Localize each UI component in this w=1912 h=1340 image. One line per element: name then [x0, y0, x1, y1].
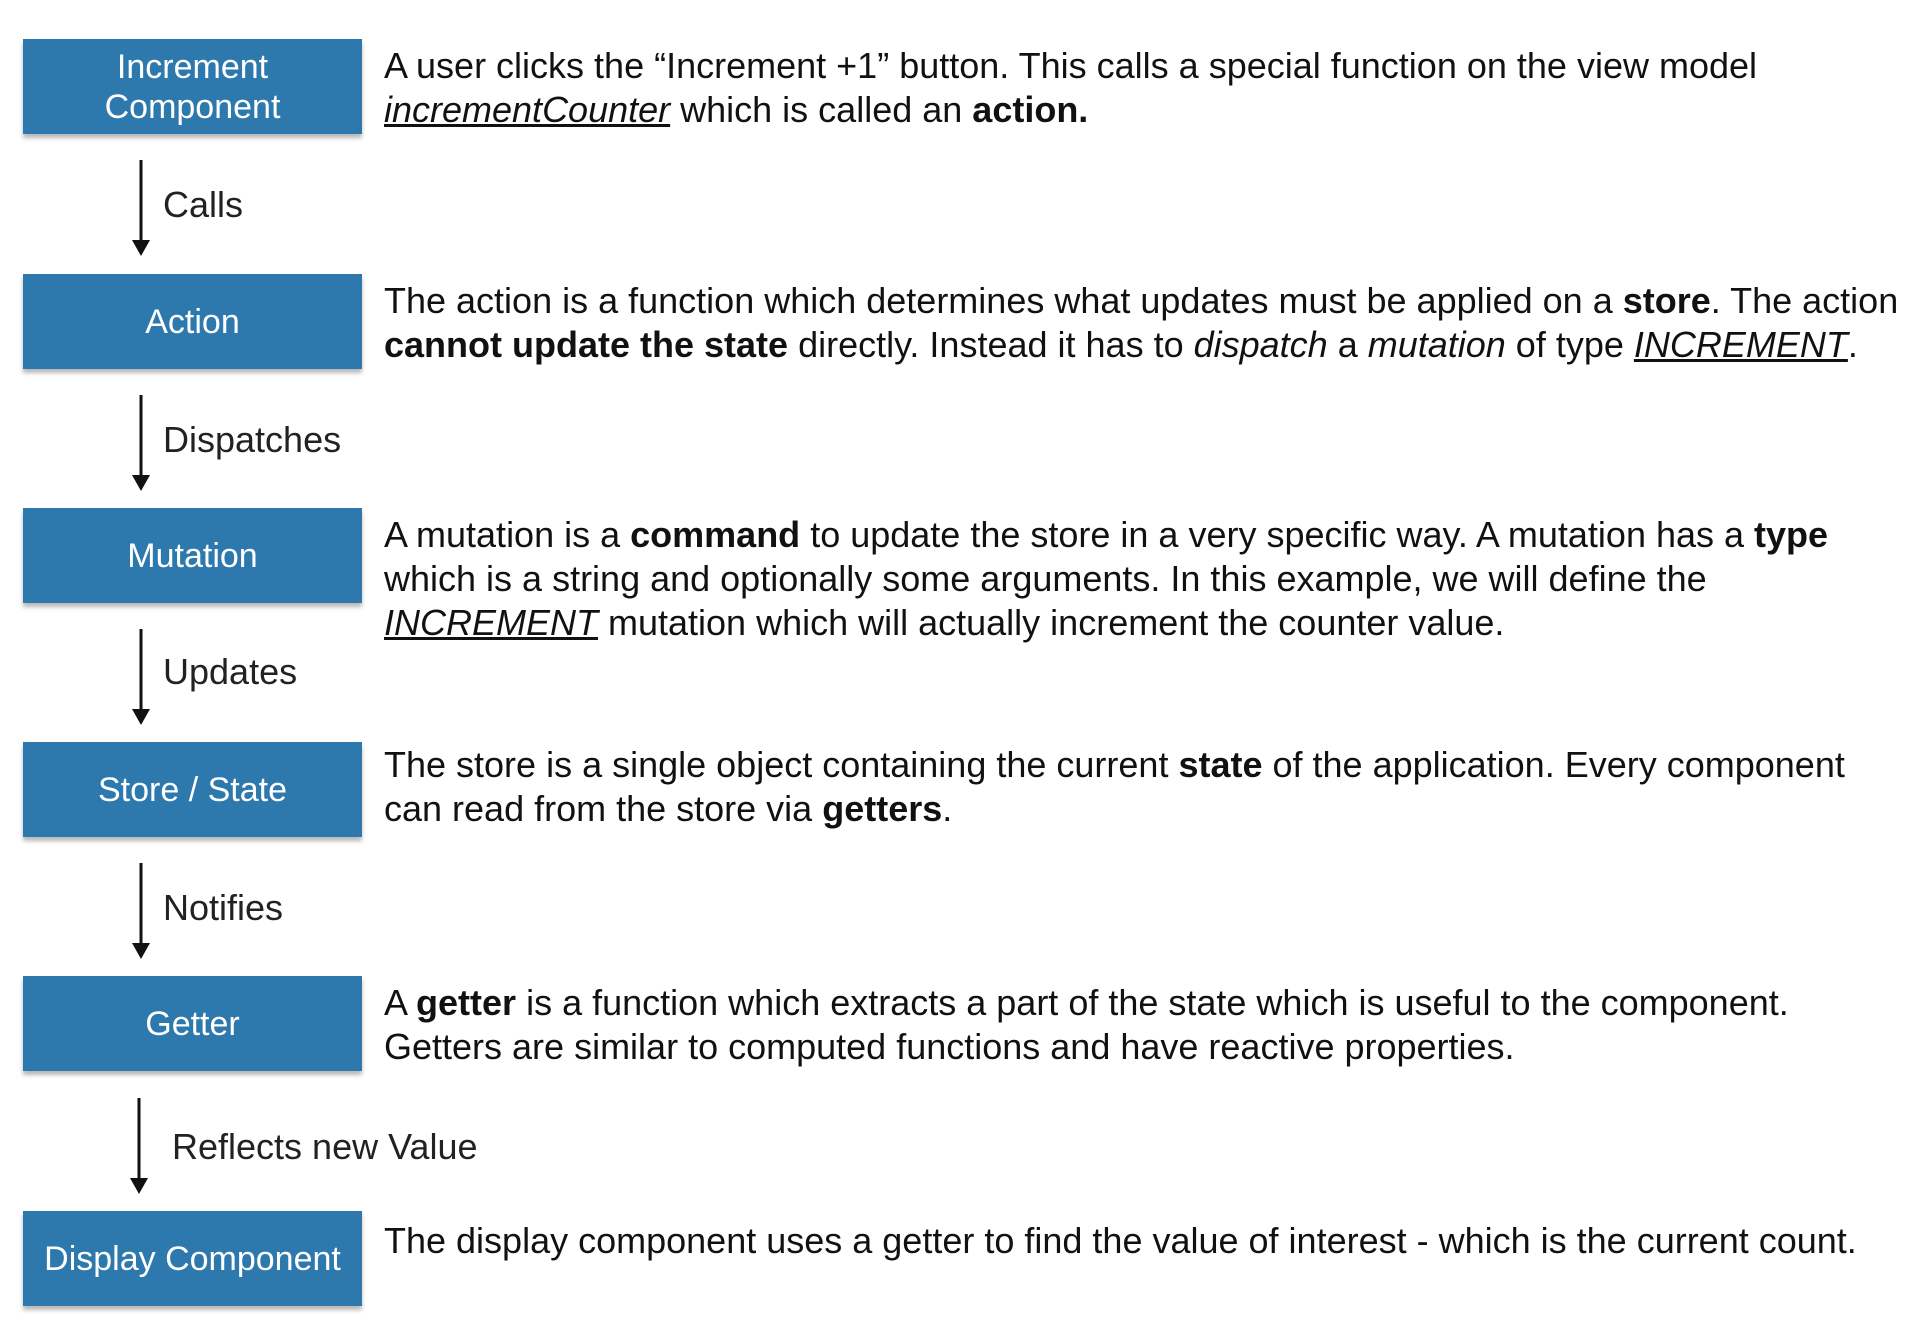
edge-label-dispatches: Dispatches: [163, 419, 342, 460]
description-display-component: The display component uses a getter to find the value of interest - which is the current count.: [384, 1220, 1857, 1261]
node-store-state: Store / State: [23, 742, 362, 837]
arrow-notifies: [126, 863, 156, 963]
edge-label-notifies: Notifies: [163, 887, 284, 928]
arrow-reflects-new-value: [124, 1098, 154, 1198]
description-action: The action is a function which determines what updates must be applied on a store. The action cannot update the state directly. Instead it has to dispatch a mutation of type INCREMENT.: [384, 280, 1899, 365]
edge-label-calls: Calls: [163, 184, 244, 225]
arrow-calls: [126, 160, 156, 260]
node-mutation: Mutation: [23, 508, 362, 603]
description-increment-component: A user clicks the “Increment +1” button. This calls a special function on the view model incrementCounter which is called an action.: [384, 45, 1758, 130]
edge-label-reflects-new-value: Reflects new Value: [172, 1126, 478, 1167]
node-getter: Getter: [23, 976, 362, 1071]
arrow-updates: [126, 629, 156, 729]
description-store-state: The store is a single object containing the current state of the application. Every component can read from the store via getters.: [384, 744, 1845, 829]
node-increment-component: Increment Component: [23, 39, 362, 134]
description-getter: A getter is a function which extracts a part of the state which is useful to the component. Getters are similar to computed functions and have reactive properties.: [384, 982, 1789, 1067]
node-action: Action: [23, 274, 362, 369]
arrow-dispatches: [126, 395, 156, 495]
edge-label-updates: Updates: [163, 651, 298, 692]
node-display-component: Display Component: [23, 1211, 362, 1306]
description-mutation: A mutation is a command to update the store in a very specific way. A mutation has a type which is a string and optionally some arguments. In this example, we will define the INCREMENT mutation which will actually increment the counter value.: [384, 514, 1829, 643]
